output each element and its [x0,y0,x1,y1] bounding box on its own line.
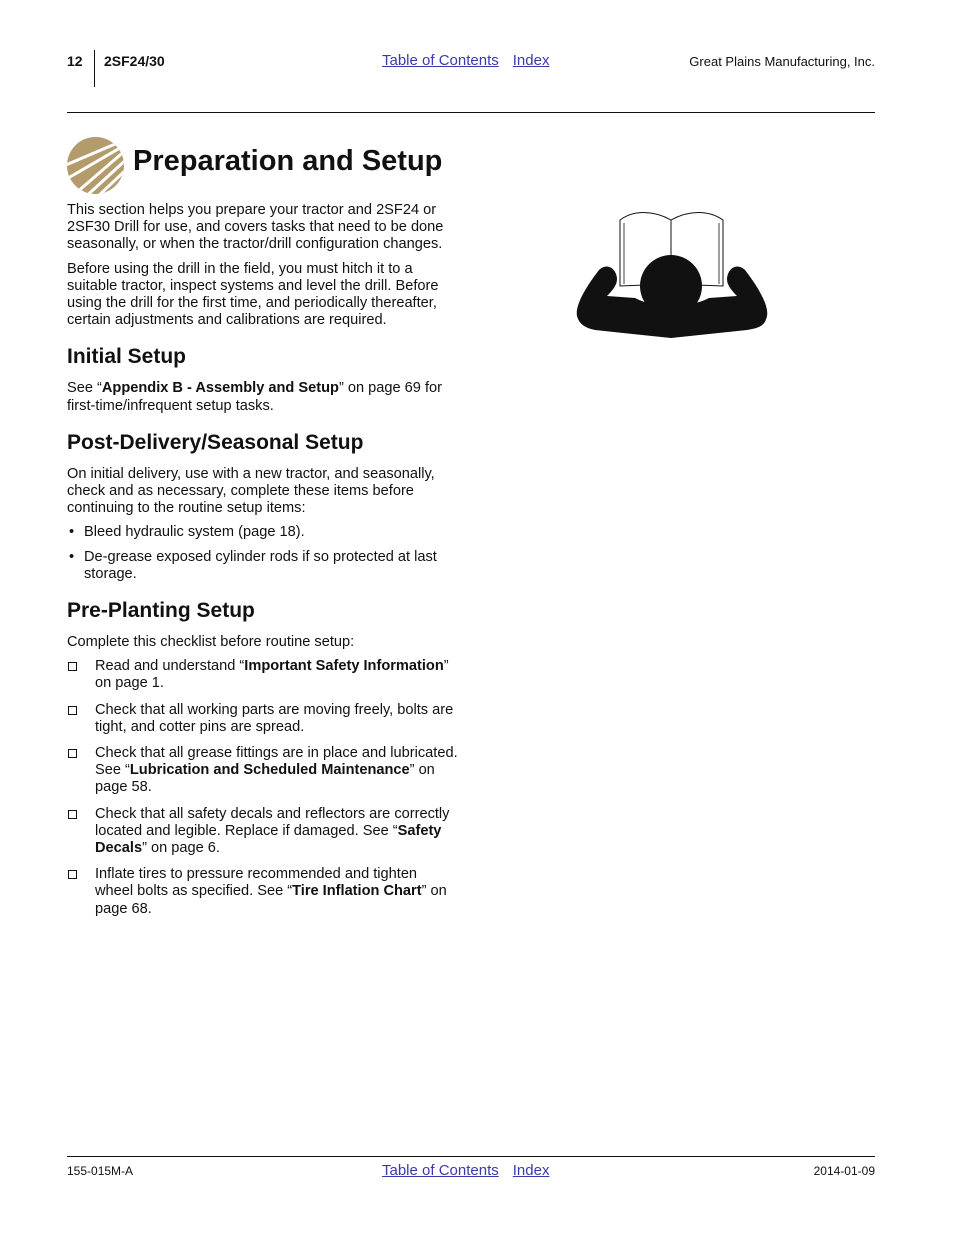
checklist-item: Inflate tires to pressure recommended and tighten wheel bolts as specified. See “Tire Inflation Chart” on page 68. [67,866,459,918]
intro-paragraph-1: This section helps you prepare your tractor and 2SF24 or 2SF30 Drill for use, and covers tasks that need to be done seasonally, or when the tractor/drill configuration changes. [67,202,444,253]
pre-planting-text: Complete this checklist before routine setup: [67,634,355,651]
checkbox-icon [68,706,77,715]
bullet-icon: • [69,524,75,541]
checkbox-icon [68,870,77,879]
appendix-b-reference: Appendix B - Assembly and Setup [101,380,339,397]
list-item: • De-grease exposed cylinder rods if so protected at last storage. [69,548,437,582]
checklist-item: Check that all working parts are moving freely, bolts are tight, and cotter pins are spread. [67,702,459,736]
company-name: Great Plains Manufacturing, Inc. [689,54,875,69]
initial-setup-text: See “Appendix B - Assembly and Setup” on page 69 for first-time/infrequent setup tasks. [67,380,442,414]
header-toc-link[interactable]: Table of Contents [382,52,499,69]
checkbox-icon [68,662,77,671]
checkbox-icon [68,749,77,758]
header-divider [94,50,95,87]
post-delivery-heading: Post-Delivery/Seasonal Setup [67,430,364,454]
pre-planting-checklist [67,658,459,918]
header-links [382,52,563,69]
footer-links [382,1162,563,1179]
checklist-item: Check that all grease fittings are in place and lubricated. See “Lubrication and Scheduled Maintenance” on page 58. [67,745,459,797]
bullet-icon: • [69,548,75,565]
footer-rule [67,1156,875,1157]
checklist-item: Check that all safety decals and reflectors are correctly located and legible. Replace if damaged. See “Safety Decals” on page 6. [67,806,459,858]
page-title: Preparation and Setup [133,145,443,177]
great-plains-logo-icon [67,137,124,194]
footer-index-link[interactable]: Index [512,1162,550,1179]
model-name: 2SF24/30 [104,53,165,69]
header-index-link[interactable]: Index [512,52,550,69]
person-reading-manual-icon [575,204,770,342]
document-date: 2014-01-09 [813,1164,875,1178]
checklist-item: Read and understand “Important Safety Information” on page 1. [67,658,459,692]
checkbox-icon [68,810,77,819]
main-column [67,202,459,927]
page-number: 12 [67,53,83,69]
pre-planting-heading: Pre-Planting Setup [67,599,255,623]
post-delivery-text: On initial delivery, use with a new tractor, and seasonally, check and as necessary, complete these items before continuing to the routine setup items: [67,465,435,517]
header-rule [67,112,875,113]
document-code: 155-015M-A [67,1164,134,1178]
intro-paragraph-2: Before using the drill in the field, you must hitch it to a suitable tractor, inspect systems and level the drill. Before using the drill for the first time, and periodically thereafter, certain adjustments and calibrations are required. [67,260,439,329]
footer-toc-link[interactable]: Table of Contents [382,1162,499,1179]
post-delivery-list [67,524,459,583]
initial-setup-heading: Initial Setup [67,345,187,369]
list-item: • Bleed hydraulic system (page 18). [69,524,305,541]
